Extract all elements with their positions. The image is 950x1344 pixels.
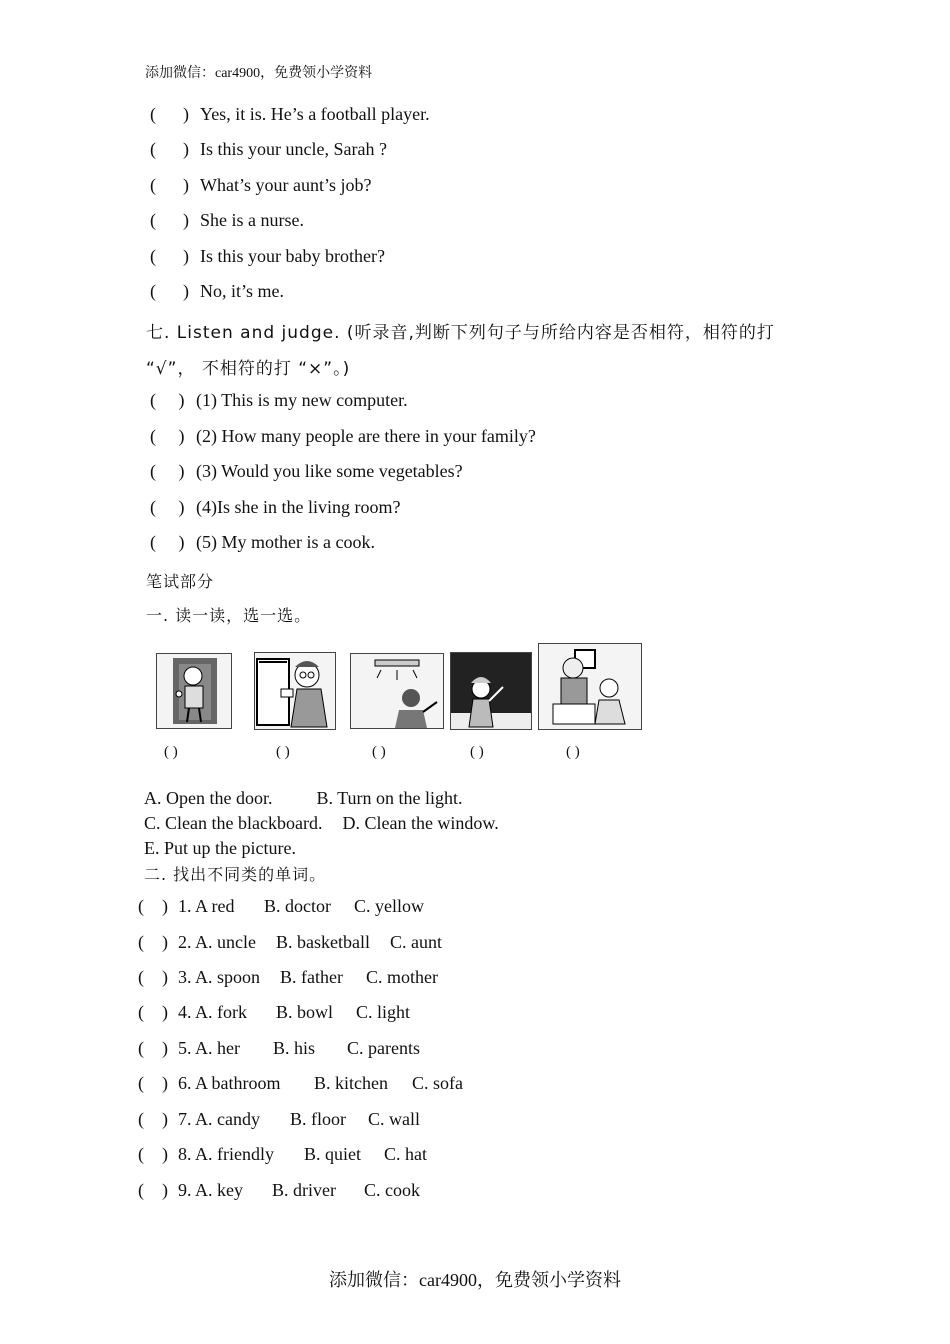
- answer-blank: ( ): [372, 744, 386, 760]
- dialogue-line: ( ) Yes, it is. He’s a football player.: [150, 104, 430, 124]
- picture-put-up-picture: [538, 643, 642, 730]
- page-header: 添加微信：car4900，免费领小学资料: [145, 66, 373, 81]
- options-line: A. Open the door. B. Turn on the light.: [144, 788, 463, 808]
- word-group-item: ( ) 9. A. key B. driver C. cook: [138, 1180, 420, 1200]
- dialogue-line: ( ) Is this your baby brother?: [150, 246, 385, 266]
- word-group-item: ( ) 1. A red B. doctor C. yellow: [138, 896, 424, 916]
- dialogue-line: ( ) No, it’s me.: [150, 281, 284, 301]
- picture-open-door: [156, 653, 232, 729]
- listen-item: ( ) (1) This is my new computer.: [150, 390, 408, 410]
- dialogue-line: ( ) What’s your aunt’s job?: [150, 175, 372, 195]
- word-group-item: ( ) 4. A. fork B. bowl C. light: [138, 1002, 411, 1022]
- picture-turn-on-light: [350, 653, 444, 729]
- word-group-item: ( ) 6. A bathroom B. kitchen C. sofa: [138, 1073, 463, 1093]
- listen-item: ( ) (5) My mother is a cook.: [150, 532, 375, 552]
- dialogue-line: ( ) She is a nurse.: [150, 210, 304, 230]
- word-group-item: ( ) 7. A. candy B. floor C. wall: [138, 1109, 420, 1129]
- part2-title: 二. 找出不同类的单词。: [144, 865, 327, 884]
- word-group-item: ( ) 2. A. uncle B. basketball C. aunt: [138, 932, 442, 952]
- dialogue-line: ( ) Is this your uncle, Sarah ?: [150, 139, 387, 159]
- section7-title-cont: “√”， 不相符的打 “×”。): [146, 359, 351, 379]
- listen-item: ( ) (4)Is she in the living room?: [150, 497, 401, 517]
- picture-clean-window: [254, 652, 336, 730]
- section7-title: 七. Listen and judge. (听录音,判断下列句子与所给内容是否相符，相符的打: [146, 323, 775, 343]
- part1-title: 一. 读一读，选一选。: [146, 606, 312, 625]
- options-line: E. Put up the picture.: [144, 838, 296, 858]
- page-footer: 添加微信：car4900，免费领小学资料: [329, 1270, 621, 1290]
- answer-blank: ( ): [566, 744, 580, 760]
- answer-blank: ( ): [164, 744, 178, 760]
- written-part-title: 笔试部分: [146, 572, 215, 591]
- listen-item: ( ) (3) Would you like some vegetables?: [150, 461, 463, 481]
- listen-item: ( ) (2) How many people are there in your family?: [150, 426, 536, 446]
- word-group-item: ( ) 3. A. spoon B. father C. mother: [138, 967, 438, 987]
- word-group-item: ( ) 5. A. her B. his C. parents: [138, 1038, 420, 1058]
- options-line: C. Clean the blackboard. D. Clean the window.: [144, 813, 499, 833]
- answer-blank: ( ): [470, 744, 484, 760]
- answer-blank: ( ): [276, 744, 290, 760]
- picture-clean-blackboard: [450, 652, 532, 730]
- word-group-item: ( ) 8. A. friendly B. quiet C. hat: [138, 1144, 427, 1164]
